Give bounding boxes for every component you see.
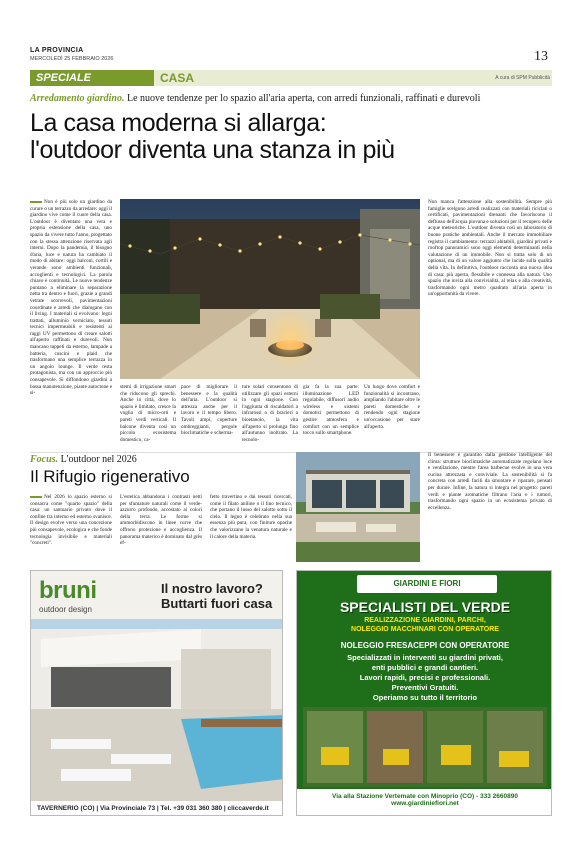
garden-photo [120, 199, 420, 379]
focus-column-3: fetto travertino e dai tessuti ricercati, come il filato aniline o il lino tecnico, che portano il lusso del salotto sotto il cielo. Il legno è celebrato nella sua essenza più pura, con finiture opache che valorizzano la venatura naturale e il calore della materia. [210, 494, 292, 540]
gf-line-5: Preventivi Gratuiti. [391, 683, 459, 692]
focus-title: Il Rifugio rigenerativo [30, 467, 190, 486]
gf-line-2: Specializzati in interventi su giardini privati, [347, 653, 503, 662]
focus-column-4: Il benessere è garantito dalla gestione intelligente del clima: strutture bioclimatiche automatizzate regolano luce e ventilazione, mentre l'area barbecue evolve in una vera cucina attrezzata e conviviale. La sostenibilità si fa concreta con arredi facili da smontare e riparare, pensati per durare. Infine, la natura si integra nel progetto: pareti verdi e piante aromatiche filtrano l'aria e i rumori, trasformando ogni spazio in un ecosistema privato di eccellenza. [428, 452, 552, 511]
ad-bruni[interactable] [30, 570, 283, 816]
masthead-date: MERCOLEDÌ 25 FEBBRAIO 2026 [30, 56, 114, 62]
masthead-title: LA PROVINCIA [30, 47, 84, 54]
article-headline [30, 110, 560, 164]
bruni-brand [39, 577, 97, 614]
gf-sub-1: REALIZZAZIONE GIARDINI, PARCHI, [364, 617, 486, 624]
bruni-logo: bruni [39, 577, 97, 604]
gf-machinery-photos [303, 707, 547, 787]
gf-line-6: Operiamo su tutto il territorio [372, 693, 478, 702]
lead-marker [30, 201, 42, 203]
article-column-6: Non manca l'attenzione alla sostenibilità. Sempre più famiglie scelgono arredi realizzati con materiali riciclati o certificati, pavimentazioni drenanti che favoriscono il deflusso dell'acqua piovana e soluzioni per il recupero delle acque meteoriche. L'outdoor diventa così un laboratorio di buone pratiche ambientali. Anche il mercato immobiliare registra il cambiamento: terrazzi abitabili, giardini privati e rooftop panoramici sono oggi elementi determinanti nella valutazione di un immobile. Non si tratta solo di un optional, ma di un valore aggiunto che incide sulla qualità della vita. In definitiva, l'outdoor racconta una nuova idea di casa: più aperta, flessibile e connessa alla natura. Uno spazio che invita alla convivialità, al relax e alla creatività, trasformando ogni metro quadrato all'aria aperta in un'opportunità da vivere. [428, 199, 552, 298]
gf-line-3: enti pubblici e grandi cantieri. [371, 663, 479, 672]
bruni-footer: TAVERNERIO (CO) | Via Provinciale 73 | Tel. +39 031 360 380 | cliccaverde.it [31, 801, 283, 816]
gf-line-4: Lavori rapidi, precisi e professionali. [359, 673, 491, 682]
article-kicker [30, 93, 560, 104]
kicker-text: Le nuove tendenze per lo spazio all'aria aperta, con arredi funzionali, raffinati e durevoli [126, 93, 481, 104]
kicker-bold: Arredamento giardino. [30, 93, 125, 104]
headline-line-2: l'outdoor diventa una stanza in più [30, 136, 395, 164]
gf-headline: SPECIALISTI DEL VERDE [339, 599, 511, 615]
article-column-5: gia fa la sua parte: illuminazione LED regolabile, diffusori audio wireless e sistemi domotici permettono di gestire atmosfera e comfort con un semplice tocco sullo smartphone. [303, 384, 359, 437]
gf-brand: GIARDINI E FIORI [357, 575, 497, 593]
article-column-1: Non è più solo un giardino da curare o un terrazzo da arredare: oggi il giardino vive come il cuore della casa. L'outdoor è diventato una vera e propria estensione della casa, uno spazio da vivere tutto l'anno, progettato con la stessa attenzione riservata agli interni. Dopo la pandemia, il bisogno d'aria, luce e natura ha cambiato il modo di abitare: oggi balconi, cortili e verande sono ambienti funzionali, accoglienti e tecnologici. La parola chiave è continuità. Le nuove tendenze puntano a eliminare la separazione netta tra dentro e fuori, grazie a grandi vetrate scorrevoli, pavimentazioni coordinate e arredi che dialogano con il living. I materiali si evolvono: legni trattati, alluminio verniciato, tessuti tecnici impermeabili e resistenti ai raggi UV permettono di creare salotti all'aperto raffinati e durevoli. Non mancano tappeti da esterno, lampade a batteria, cuscini e plaid che trasformano una semplice terrazza in un angolo lounge. Il verde resta protagonista, ma con un approccio più consapevole. Si diffondono giardini a bassa manutenzione, piante autoctone e si- [30, 199, 112, 397]
ad-giardini-fiori[interactable] [296, 570, 552, 816]
focus-kicker: Focus. L'outdoor nel 2026 [30, 454, 137, 465]
headline-line-1: La casa moderna si allarga: [30, 109, 327, 137]
article-column-3: pace di migliorare il benessere e la qualità dell'aria. L'outdoor si attrezza anche per il lavoro e il tempo libero. Tavoli ampi, coperture ombreggianti, pergole bioclimatiche e scherma- [181, 384, 237, 437]
section-label: SPECIALE [30, 70, 154, 86]
article-column-7: Un luogo dove comfort e funzionalità si incontrano, ampliando l'abitare oltre le pareti domestiche e rendendo ogni stagione un'occasione per stare all'aperto. [364, 384, 420, 430]
gf-sub-2: NOLEGGIO MACCHINARI CON OPERATORE [351, 626, 499, 633]
section-credit: A cura di SPM Pubblicità [495, 75, 550, 81]
gf-line-1: NOLEGGIO FRESACEPPI CON OPERATORE [340, 641, 510, 650]
section-topic: CASA [160, 71, 195, 85]
bruni-slogan: Il nostro lavoro? Buttarti fuori casa [161, 581, 273, 611]
page-number: 13 [534, 49, 548, 64]
gf-footer: Via alla Stazione Vertemate con Minoprio (CO) - 333 2660890 www.giardiniefiori.net [297, 789, 552, 816]
bruni-subtitle: outdoor design [39, 605, 92, 614]
article-column-2: stemi di irrigazione smart che riducono gli sprechi. Anche in città, dove lo spazio è limitato, cresce la voglia di micro-orti e pareti verdi verticali. Il balcone diventa così un piccolo ecosistema domestico, ca- [120, 384, 176, 443]
bruni-photo [31, 619, 283, 801]
focus-column-2: L'estetica abbandona i contrasti netti per sfumature naturali come il verde-azzurro profondo, accostato ai colori della terra. Le forme si ammorbidiscono in linee curve che offrono protezione e accoglienza. Il panorama materico è dominato dal grès ef- [120, 494, 202, 547]
article-column-4: ture solari consentono di utilizzare gli spazi esterni in ogni stagione. Con l'aggiunta di riscaldatori a infrarossi o di bracieri a bioetanolo, la vita all'aperto si prolunga fino all'autunno inoltrato. La tecnolo- [242, 384, 298, 443]
focus-column-1: Nel 2026 lo spazio esterno si consacra come "quarto spazio" della casa: un santuario privato dove il confine tra interno ed esterno svanisce. Il design evolve verso una concezione più consapevole, ecologica e che fonde tecnologia invisibile e materiali "concreti". [30, 494, 112, 547]
focus-photo [296, 452, 420, 562]
